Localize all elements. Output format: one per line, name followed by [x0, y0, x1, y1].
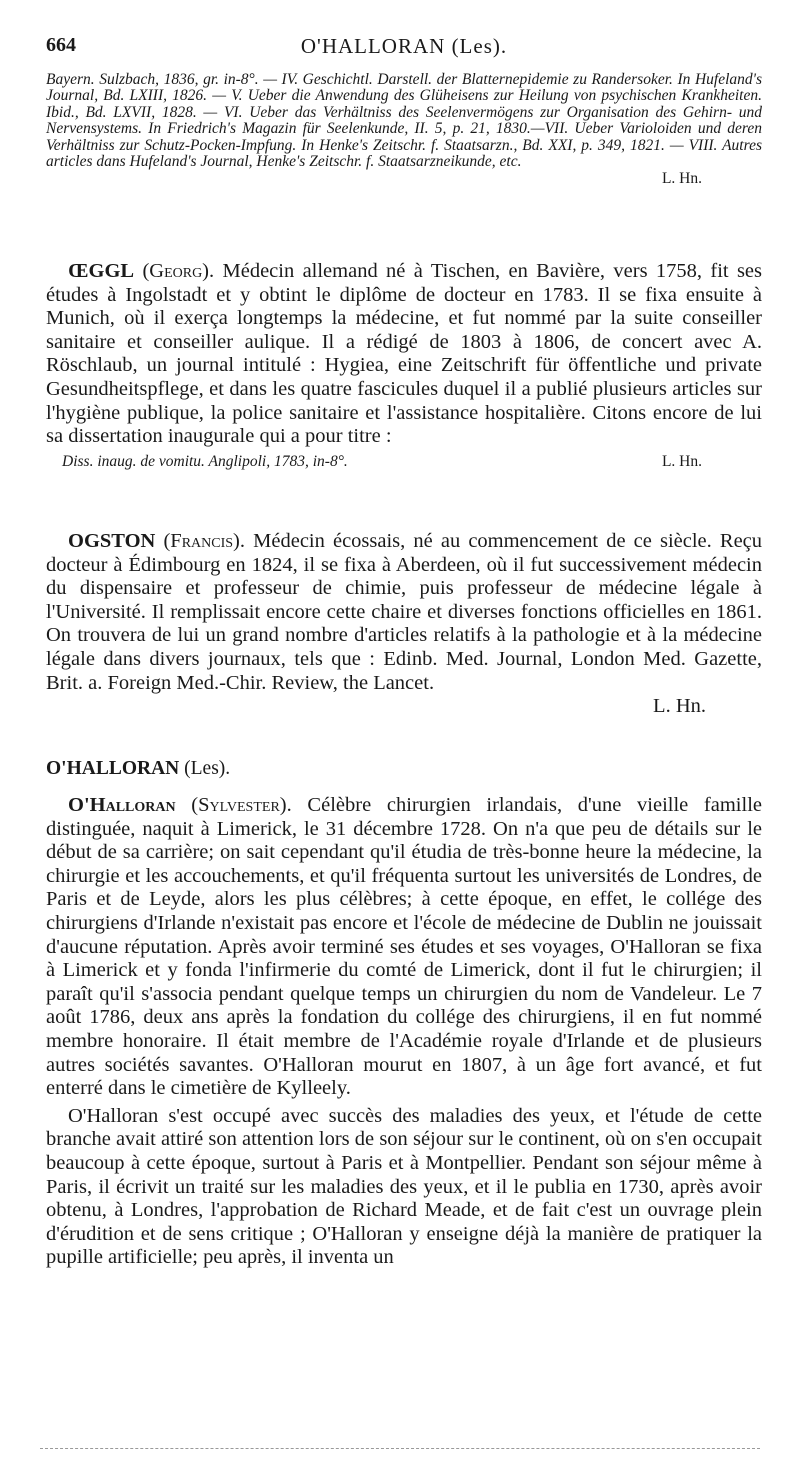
running-title: O'HALLORAN (Les).	[300, 34, 508, 58]
entry-oeggl-name: ŒGGL	[68, 260, 135, 282]
entry-oeggl-text	[46, 260, 762, 449]
entry-ogston	[46, 530, 762, 719]
entry-oeggl-bib-row	[62, 453, 762, 471]
intro-text: Bayern. Sulzbach, 1836, gr. in-8°. — IV. Geschichtl. Darstell. der Blatternepidemie zu Randersoker. In Hufeland's Journal, Bd. LXIII, 1826. — V. Ueber die Anwendung des Glüheisens zur Heilung von psychischen Krankheiten. Ibid., Bd. LXVII, 1828. — VI. Ueber das Verhältniss des Seelenvermögens zur Organisation des Gehirn- und Nervensystems. In Friedrich's Magazin für Seelenkunde, II. 5, p. 21, 1830.—VII. Ueber Varioloiden und deren Verhältniss zur Schutz-Pocken-Impfung. In Henke's Zeitschr. f. Staatsarzn., Bd. XXI, p. 349, 1821. — VIII. Autres articles dans Hufeland's Journal, Henke's Zeitschr. f. Staatsarzneikunde, etc.	[46, 71, 762, 171]
entry-sylvester	[46, 794, 762, 1270]
entry-sylvester-body-1: Célèbre chirurgien irlandais, d'une vieille famille distinguée, naquit à Limerick, le 31 décembre 1728. On n'a que peu de détails sur le début de sa carrière; on sait cependant qu'il étudia de très-bonne heure la médecine, la chirurgie et les accouchements, et qu'il fréquenta surtout les universités de Londres, de Paris et de Leyde, alors les plus célèbres; à cette époque, en effet, le collége des chirurgiens d'Irlande n'existait pas encore et l'école de médecine de Dublin ne jouissait d'aucune réputation. Après avoir terminé ses études et ses voyages, O'Halloran se fixa à Limerick et y fonda l'infirmerie du comté de Limerick, dont il fut le chirurgien; il paraît qu'il s'associa pendant quelque temps un chirurgien du nom de Vandeleur. Le 7 août 1786, deux ans après la fondation du collége des chirurgiens, il en fut nommé membre honoraire. Il était membre de l'Académie royale d'Irlande et de plusieurs autres sociétés savantes. O'Halloran mourut en 1807, à un âge fort avancé, et fut enterré dans le cimetière de Kylleely.	[46, 794, 762, 1100]
entry-ogston-text	[46, 530, 762, 695]
entry-oeggl-bibliography: Diss. inaug. de vomitu. Anglipoli, 1783, in-8°.	[62, 452, 348, 470]
entry-oeggl-signature: L. Hn.	[661, 452, 702, 470]
family-title	[46, 758, 762, 780]
intro-section	[46, 72, 762, 188]
entry-sylvester-paragraph-2: O'Halloran s'est occupé avec succès des maladies des yeux, et l'étude de cette branche avait attiré son attention lors de son séjour sur le continent, où on s'en occupait beaucoup à cette époque, surtout à Paris et à Montpellier. Pendant son séjour même à Paris, il écrivit un traité sur les maladies des yeux, et il le publia en 1730, après avoir obtenu, à Londres, l'approbation de Richard Meade, et de fait c'est un ouvrage plein d'érudition et de sens critique ; O'Halloran y enseigne déjà la manière de pratiquer la pupille artificielle; peu après, il inventa un	[46, 1104, 762, 1269]
entry-sylvester-paragraph-1	[46, 794, 762, 1101]
entry-ogston-body: Médecin écossais, né au commencement de ce siècle. Reçu docteur à Édimbourg en 1824, il se fixa à Aberdeen, où il fut successivement médecin du dispensaire et professeur de chimie, puis professeur de médecine légale à l'Université. Il remplissait encore cette chaire et diverses fonctions officielles en 1861. On trouvera de lui un grand nombre d'articles relatifs à la pathologie et à la médecine légale dans divers journaux, tels que : Edinb. Med. Journal, London Med. Gazette, Brit. a. Foreign Med.-Chir. Review, the Lancet.	[46, 530, 763, 694]
page-number: 664	[46, 34, 76, 56]
family-title-name: O'HALLORAN	[46, 758, 180, 779]
entry-sylvester-firstname: (Sylvester).	[191, 794, 292, 816]
intro-signature: L. Hn.	[661, 170, 702, 188]
entry-oeggl-body: Médecin allemand né à Tischen, en Bavière, vers 1758, fit ses études à Ingolstadt et y obtint le diplôme de docteur en 1783. Il se fixa ensuite à Munich, où il exerça longtemps la médecine, et fut nommé par la suite conseiller sanitaire et conseiller aulique. Il a rédigé de 1803 à 1806, de concert avec A. Röschlaub, un journal intitulé : Hygiea, eine Zeitschrift für öffentliche und private Gesundheitspflege, et dans les quatre fascicules duquel il a publié plusieurs articles sur l'hygiène publique, la police sanitaire et l'assistance hospitalière. Citons encore de lui sa dissertation inaugurale qui a pour titre :	[46, 260, 763, 448]
entry-oeggl	[46, 260, 762, 471]
family-heading	[46, 758, 762, 780]
entry-ogston-signature: L. Hn.	[653, 695, 706, 718]
entry-oeggl-firstname: (Georg).	[142, 260, 215, 282]
entry-ogston-firstname: (Francis).	[163, 530, 246, 552]
entry-ogston-name: OGSTON	[68, 530, 156, 552]
page-header	[46, 34, 762, 62]
footer-divider	[40, 1448, 760, 1449]
entry-sylvester-name: O'Halloran	[68, 794, 176, 816]
family-title-rest: (Les).	[184, 758, 231, 779]
